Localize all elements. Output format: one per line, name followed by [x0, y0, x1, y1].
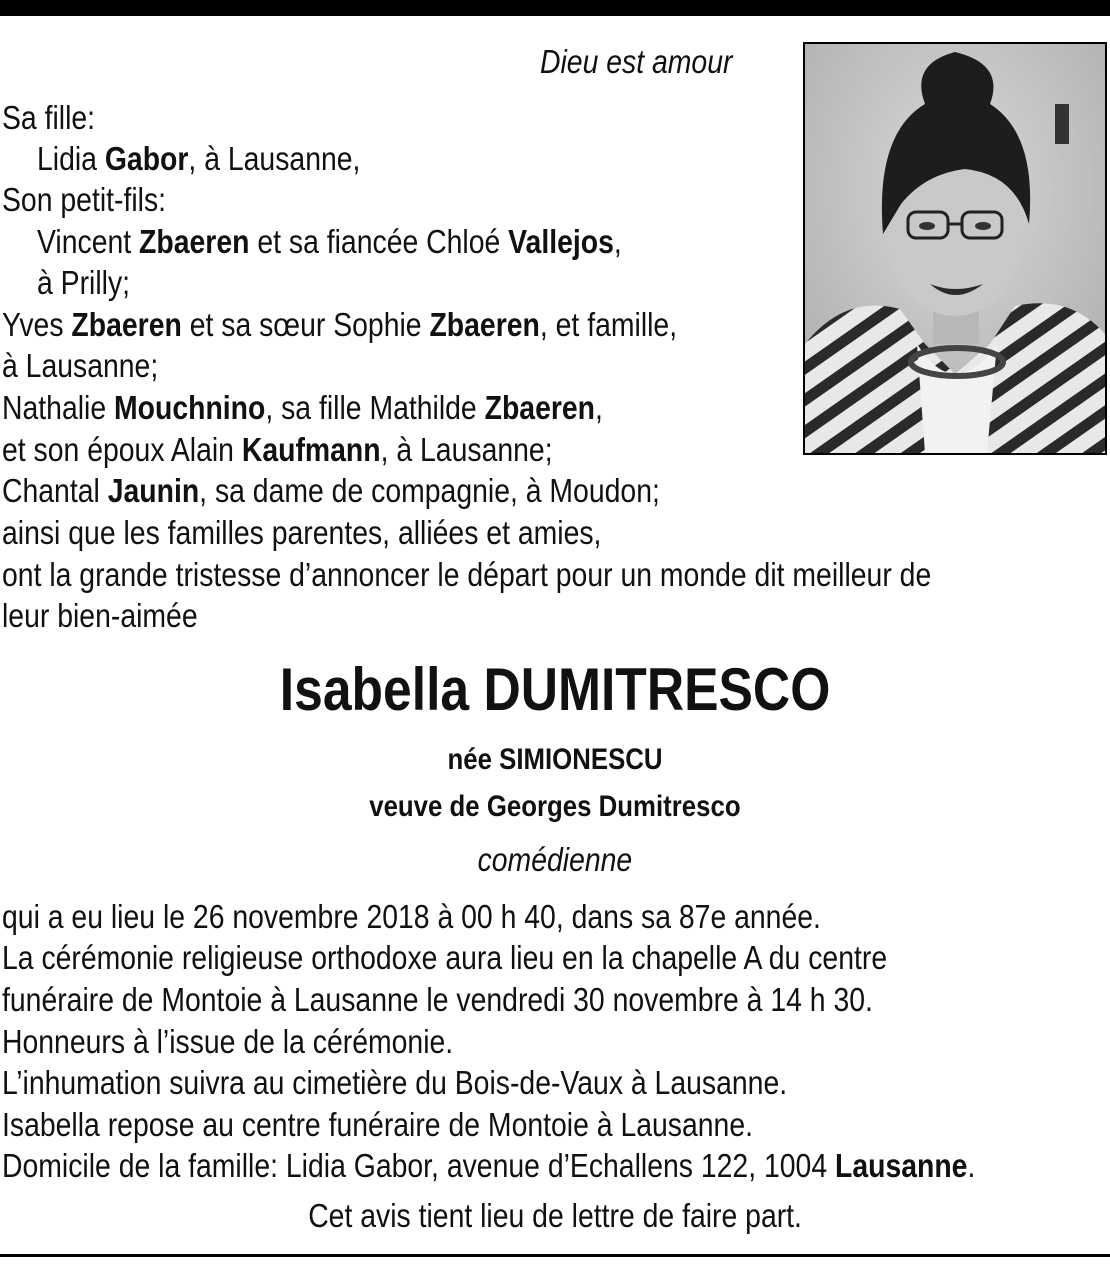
family-line-11: ainsi que les familles parentes, alliées et amies, [2, 514, 602, 551]
details-line-2: La cérémonie religieuse orthodoxe aura lieu en la chapelle A du centre [2, 939, 888, 976]
portrait-illustration [805, 44, 1105, 453]
motto: Dieu est amour [540, 43, 733, 80]
family-line-4: Vincent Zbaeren et sa fiancée Chloé Vallejos, [37, 223, 622, 260]
details-line-6: Isabella repose au centre funéraire de Montoie à Lausanne. [2, 1106, 754, 1143]
family-line-8: Nathalie Mouchnino, sa fille Mathilde Zbaeren, [2, 389, 603, 426]
family-line-13: leur bien-aimée [2, 597, 198, 634]
bottom-rule [0, 1254, 1110, 1257]
family-line-2: Lidia Gabor, à Lausanne, [37, 140, 361, 177]
family-line-12: ont la grande tristesse d’annoncer le départ pour un monde dit meilleur de [2, 556, 932, 593]
top-rule [0, 0, 1110, 16]
maiden-name: née SIMIONESCU [447, 743, 663, 776]
family-line-10: Chantal Jaunin, sa dame de compagnie, à Moudon; [2, 472, 660, 509]
deceased-name: Isabella DUMITRESCO [279, 656, 831, 723]
family-line-5: à Prilly; [37, 264, 131, 301]
family-line-1: Sa fille: [2, 99, 96, 136]
details-line-7: Domicile de la famille: Lidia Gabor, avenue d’Echallens 122, 1004 Lausanne. [2, 1147, 976, 1184]
family-line-3: Son petit-fils: [2, 181, 167, 218]
details-line-1: qui a eu lieu le 26 novembre 2018 à 00 h 40, dans sa 87e année. [2, 898, 821, 935]
family-line-7: à Lausanne; [2, 347, 159, 384]
occupation: comédienne [477, 841, 633, 878]
closing-note: Cet avis tient lieu de lettre de faire part. [308, 1197, 802, 1234]
family-line-9: et son époux Alain Kaufmann, à Lausanne; [2, 431, 553, 468]
details-line-4: Honneurs à l’issue de la cérémonie. [2, 1023, 454, 1060]
family-line-6: Yves Zbaeren et sa sœur Sophie Zbaeren, et famille, [2, 306, 678, 343]
details-line-5: L’inhumation suivra au cimetière du Bois-de-Vaux à Lausanne. [2, 1064, 788, 1101]
widow-of: veuve de Georges Dumitresco [369, 790, 741, 823]
details-line-3: funéraire de Montoie à Lausanne le vendredi 30 novembre à 14 h 30. [2, 981, 873, 1018]
portrait-photo [803, 42, 1107, 455]
